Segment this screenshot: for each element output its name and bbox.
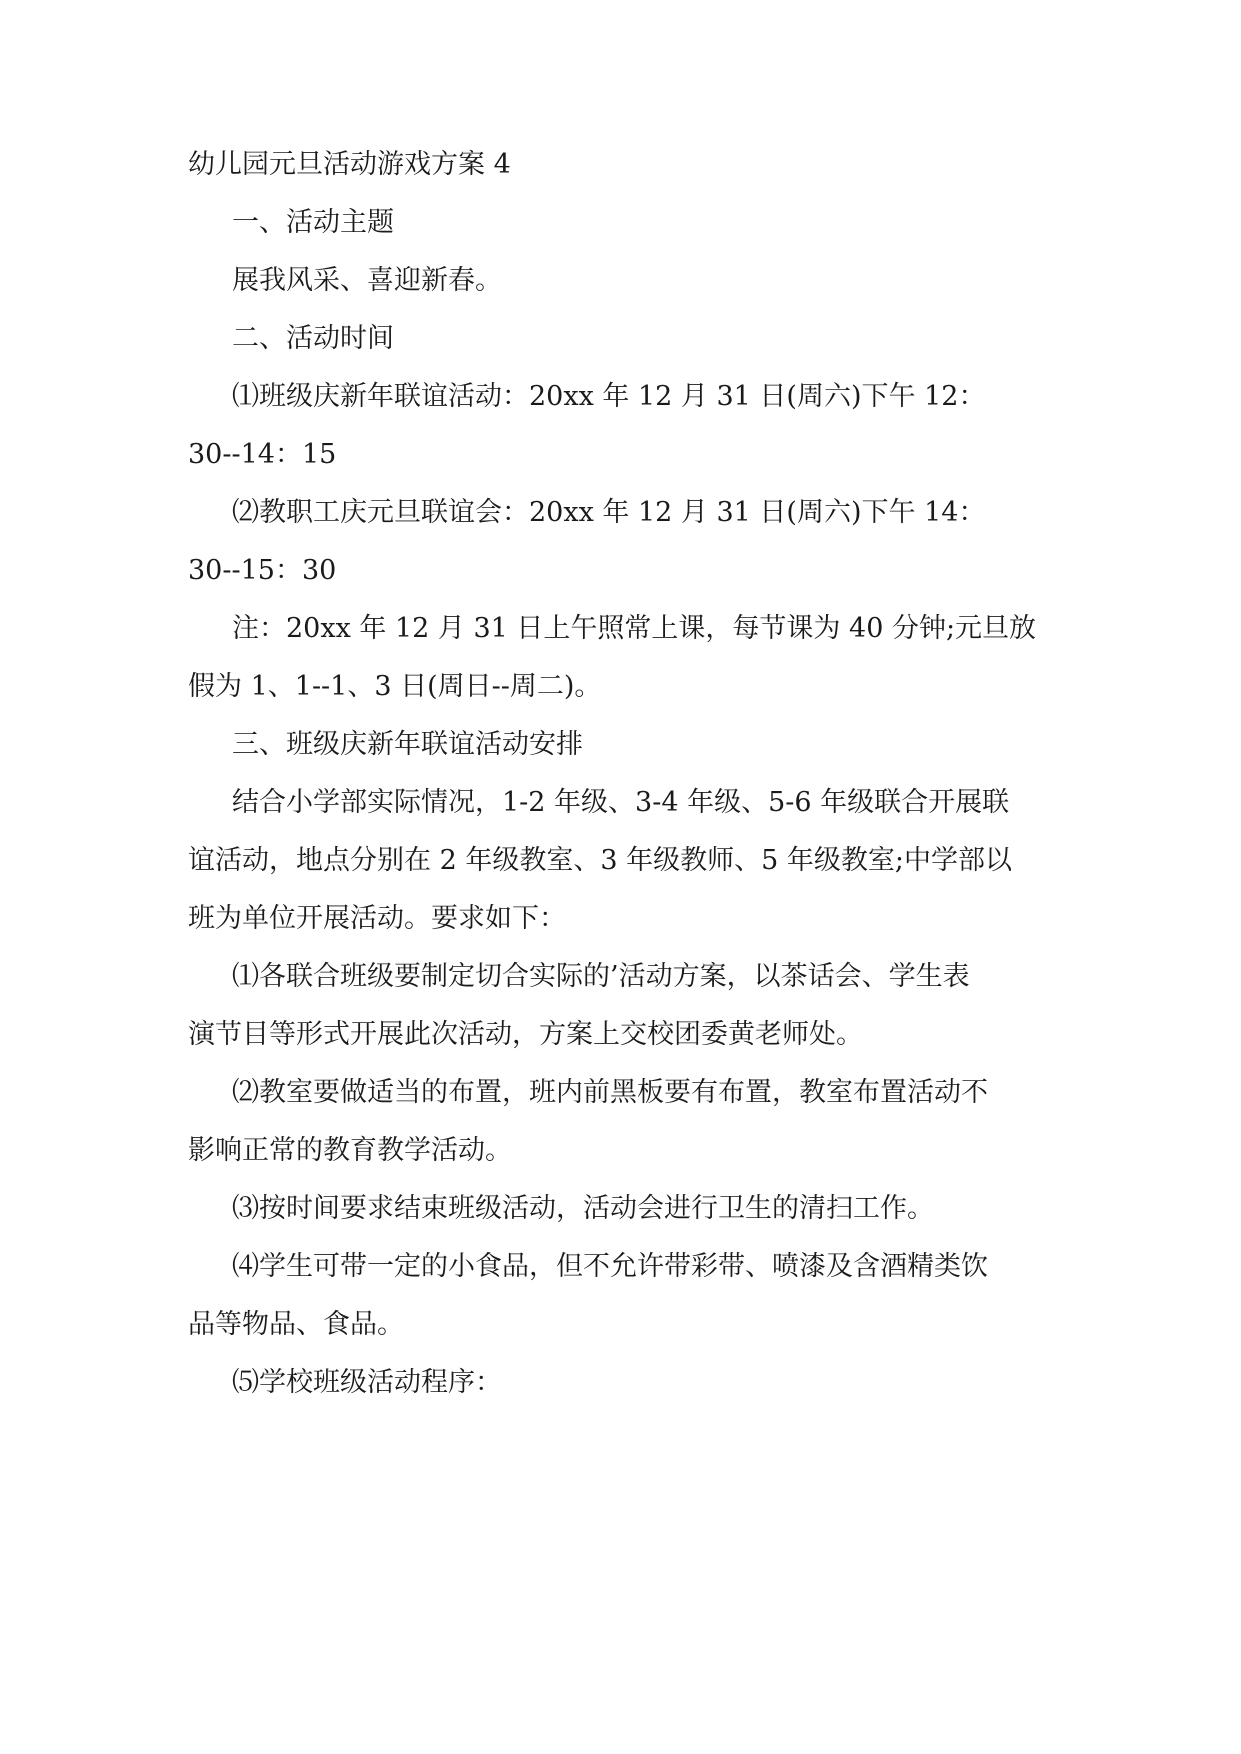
paragraph-line: ⑵教职工庆元旦联谊会：20xx 年 12 月 31 日(周六)下午 14： xyxy=(232,497,986,528)
paragraph-line: 谊活动，地点分别在 2 年级教室、3 年级教师、5 年级教室;中学部以 xyxy=(188,845,1012,876)
paragraph-line: ⑸学校班级活动程序： xyxy=(232,1367,502,1398)
paragraph-line: ⑶按时间要求结束班级活动，活动会进行卫生的清扫工作。 xyxy=(232,1193,934,1224)
paragraph-line: 演节目等形式开展此次活动，方案上交校团委黄老师处。 xyxy=(188,1019,863,1050)
paragraph-line: 展我风采、喜迎新春。 xyxy=(232,265,502,296)
paragraph-line: 品等物品、食品。 xyxy=(188,1309,404,1340)
document-title: 幼儿园元旦活动游戏方案 4 xyxy=(188,149,511,180)
section-heading: 二、活动时间 xyxy=(232,323,394,354)
paragraph-line: 注：20xx 年 12 月 31 日上午照常上课，每节课为 40 分钟;元旦放 xyxy=(232,613,1037,644)
paragraph-line: 30--15：30 xyxy=(188,555,337,586)
paragraph-line: 30--14：15 xyxy=(188,439,337,470)
paragraph-line: ⑷学生可带一定的小食品，但不允许带彩带、喷漆及含酒精类饮 xyxy=(232,1251,988,1282)
paragraph-line: ⑴班级庆新年联谊活动：20xx 年 12 月 31 日(周六)下午 12： xyxy=(232,381,986,412)
section-heading: 三、班级庆新年联谊活动安排 xyxy=(232,729,583,760)
paragraph-line: 结合小学部实际情况，1-2 年级、3-4 年级、5-6 年级联合开展联 xyxy=(232,787,1010,818)
section-heading: 一、活动主题 xyxy=(232,207,394,238)
paragraph-line: ⑵教室要做适当的布置，班内前黑板要有布置，教室布置活动不 xyxy=(232,1077,988,1108)
paragraph-line: 假为 1、1--1、3 日(周日--周二)。 xyxy=(188,671,602,702)
paragraph-line: ⑴各联合班级要制定切合实际的’活动方案，以茶话会、学生表 xyxy=(232,961,970,992)
paragraph-line: 影响正常的教育教学活动。 xyxy=(188,1135,512,1166)
paragraph-line: 班为单位开展活动。要求如下： xyxy=(188,903,566,934)
